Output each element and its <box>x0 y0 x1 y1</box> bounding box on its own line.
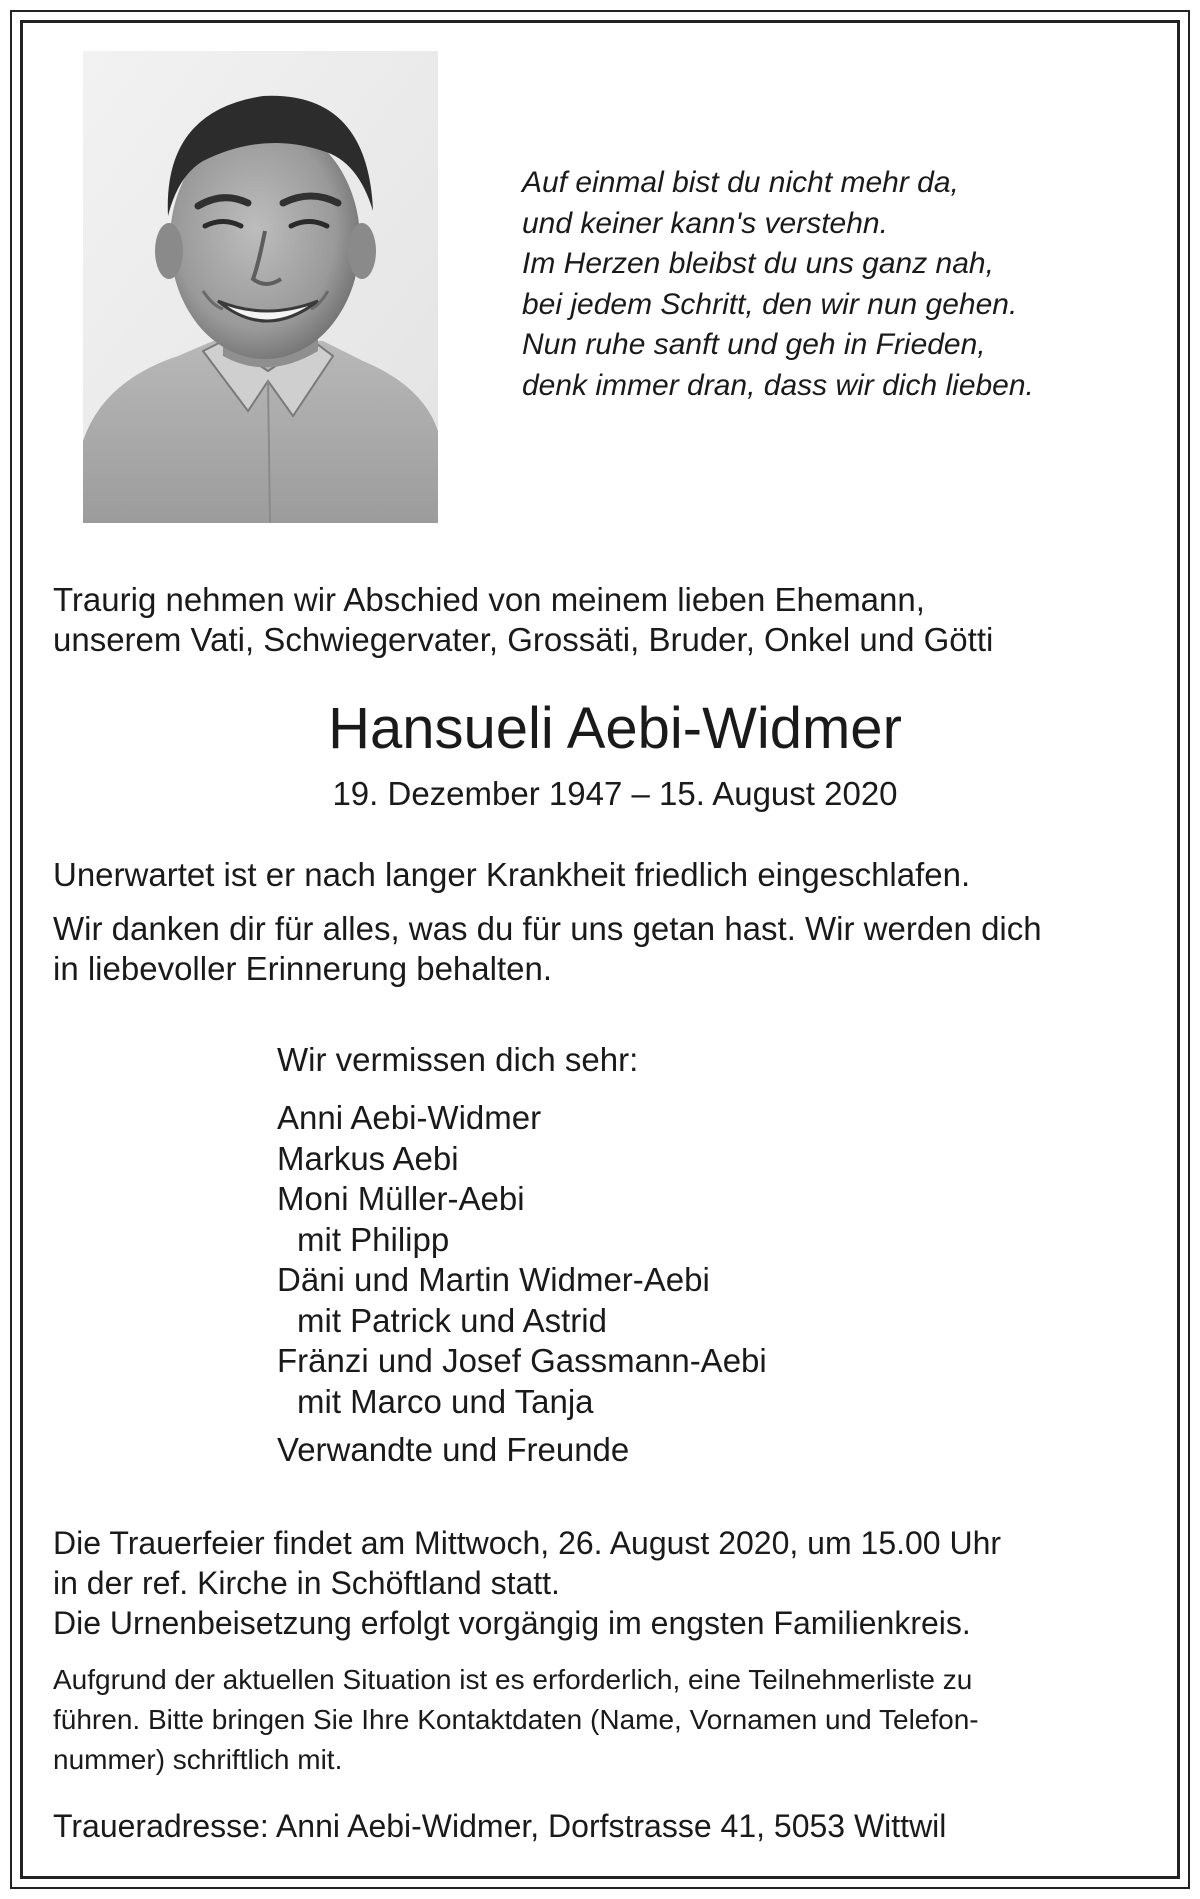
mourning-address: Traueradresse: Anni Aebi-Widmer, Dorfstrasse 41, 5053 Wittwil <box>53 1808 947 1844</box>
message-line: Wir danken dir für alles, was du für uns getan hast. Wir werden dich <box>53 910 1042 947</box>
family-member: Markus Aebi <box>277 1139 459 1177</box>
message-line: Unerwartet ist er nach langer Krankheit friedlich eingeschlafen. <box>53 856 971 893</box>
message-line: in liebevoller Erinnerung behalten. <box>53 950 552 987</box>
poem-line: bei jedem Schritt, den wir nun gehen. <box>522 287 1018 321</box>
service-line: Die Trauerfeier findet am Mittwoch, 26. August 2020, um 15.00 Uhr <box>53 1525 1002 1561</box>
deceased-name: Hansueli Aebi-Widmer <box>328 696 902 761</box>
life-dates: 19. Dezember 1947 – 15. August 2020 <box>332 775 898 812</box>
service-line: Die Urnenbeisetzung erfolgt vorgängig im engsten Familienkreis. <box>53 1605 971 1641</box>
poem-line: Auf einmal bist du nicht mehr da, <box>522 166 959 199</box>
poem-line: Nun ruhe sanft und geh in Frieden, <box>522 328 986 361</box>
service-line: in der ref. Kirche in Schöftland statt. <box>53 1565 560 1601</box>
family-member-children: mit Philipp <box>297 1220 450 1258</box>
intro-line: unserem Vati, Schwiegervater, Grossäti, Bruder, Onkel und Götti <box>53 621 994 658</box>
service-info <box>53 1523 1001 1643</box>
poem-line: Im Herzen bleibst du uns ganz nah, <box>522 247 994 280</box>
intro-line: Traurig nehmen wir Abschied von meinem lieben Ehemann, <box>53 581 925 618</box>
notice-line: nummer) schriftlich mit. <box>53 1744 343 1775</box>
family-member: Däni und Martin Widmer-Aebi <box>277 1261 710 1298</box>
message-paragraph <box>53 909 1042 989</box>
poem-line: denk immer dran, dass wir dich lieben. <box>522 368 1034 402</box>
family-member: Moni Müller-Aebi <box>277 1180 525 1217</box>
family-member: Anni Aebi-Widmer <box>277 1099 542 1136</box>
portrait-photo <box>83 51 438 523</box>
notice-line: Aufgrund der aktuellen Situation ist es erforderlich, eine Teilnehmerliste zu <box>53 1664 973 1695</box>
family-member-children: mit Marco und Tanja <box>297 1382 594 1420</box>
intro-text <box>53 580 993 660</box>
relatives-and-friends: Verwandte und Freunde <box>277 1431 630 1468</box>
poem-line: und keiner kann's verstehn. <box>522 206 888 240</box>
attendance-notice <box>53 1660 979 1780</box>
family-member-children: mit Patrick und Astrid <box>297 1301 607 1339</box>
poem <box>522 163 1122 406</box>
family-member: Fränzi und Josef Gassmann-Aebi <box>277 1342 767 1379</box>
notice-line: führen. Bitte bringen Sie Ihre Kontaktdaten (Name, Vornamen und Telefon- <box>53 1704 979 1735</box>
family-list <box>277 1098 767 1422</box>
mourners-title: Wir vermissen dich sehr: <box>277 1041 639 1078</box>
